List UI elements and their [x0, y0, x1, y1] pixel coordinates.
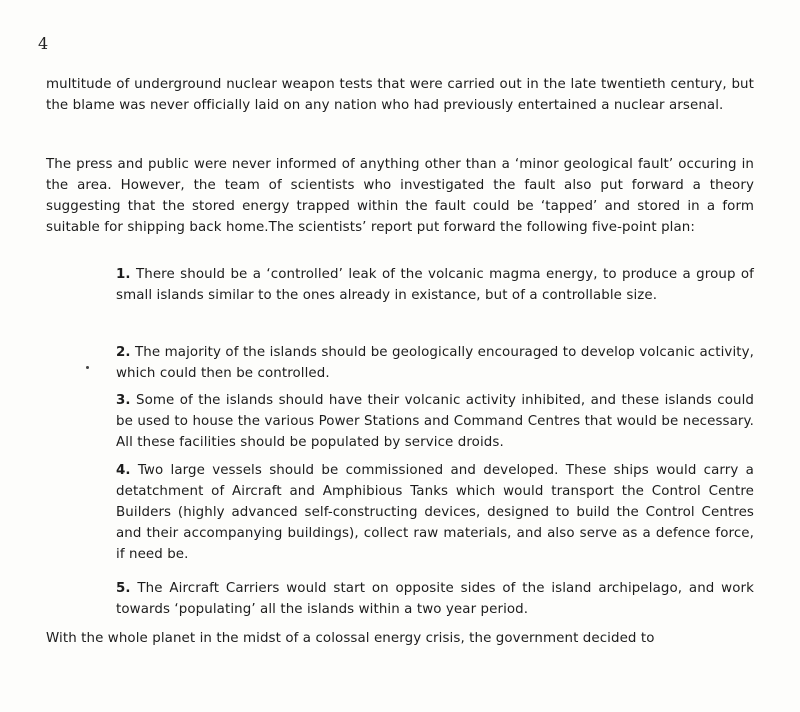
paragraph-press-and-public: The press and public were never informed of anything other than a ‘minor geological fault’ occuring in the area. However, the team of scientists who investigated the fault also put forward a theory suggesting that the stored energy trapped within the fault could be ‘tapped’ and stored in a form suitable for shipping back home.The scientists’ report put forward the following five-point plan:	[46, 157, 754, 235]
plan-item-4	[116, 460, 754, 565]
paragraph-intro: multitude of underground nuclear weapon tests that were carried out in the late twentieth century, but the blame was never officially laid on any nation who had previously entertained a nuclear arsenal.	[46, 77, 754, 113]
stray-mark	[86, 366, 89, 369]
plan-item-text: There should be a ‘controlled’ leak of the volcanic magma energy, to produce a group of small islands similar to the ones already in existance, but of a controllable size.	[116, 267, 754, 303]
plan-item-text: The Aircraft Carriers would start on opposite sides of the island archipelago, and work towards ‘populating’ all the islands within a two year period.	[116, 581, 754, 617]
plan-item-number: 3.	[116, 393, 131, 408]
paragraph-energy-crisis: With the whole planet in the midst of a colossal energy crisis, the government decided to	[46, 631, 655, 646]
plan-item-5	[116, 578, 754, 620]
plan-item-number: 4.	[116, 463, 131, 478]
plan-item-text: Some of the islands should have their volcanic activity inhibited, and these islands could be used to house the various Power Stations and Command Centres that would be necessary. All these facilities should be populated by service droids.	[116, 393, 754, 450]
plan-item-number: 1.	[116, 267, 131, 282]
plan-item-text: Two large vessels should be commissioned and developed. These ships would carry a detatchment of Aircraft and Amphibious Tanks which would transport the Control Centre Builders (highly advanced self-constructing devices, designed to build the Control Centres and their accompanying buildings), collect raw materials, and also serve as a defence force, if need be.	[116, 463, 754, 562]
page-number: 4	[38, 34, 49, 53]
plan-item-3	[116, 390, 754, 453]
plan-item-number: 5.	[116, 581, 131, 596]
plan-item-1	[116, 264, 754, 306]
plan-item-text: The majority of the islands should be geologically encouraged to develop volcanic activity, which could then be controlled.	[116, 345, 754, 381]
plan-item-number: 2.	[116, 345, 131, 360]
plan-item-2	[116, 342, 754, 384]
